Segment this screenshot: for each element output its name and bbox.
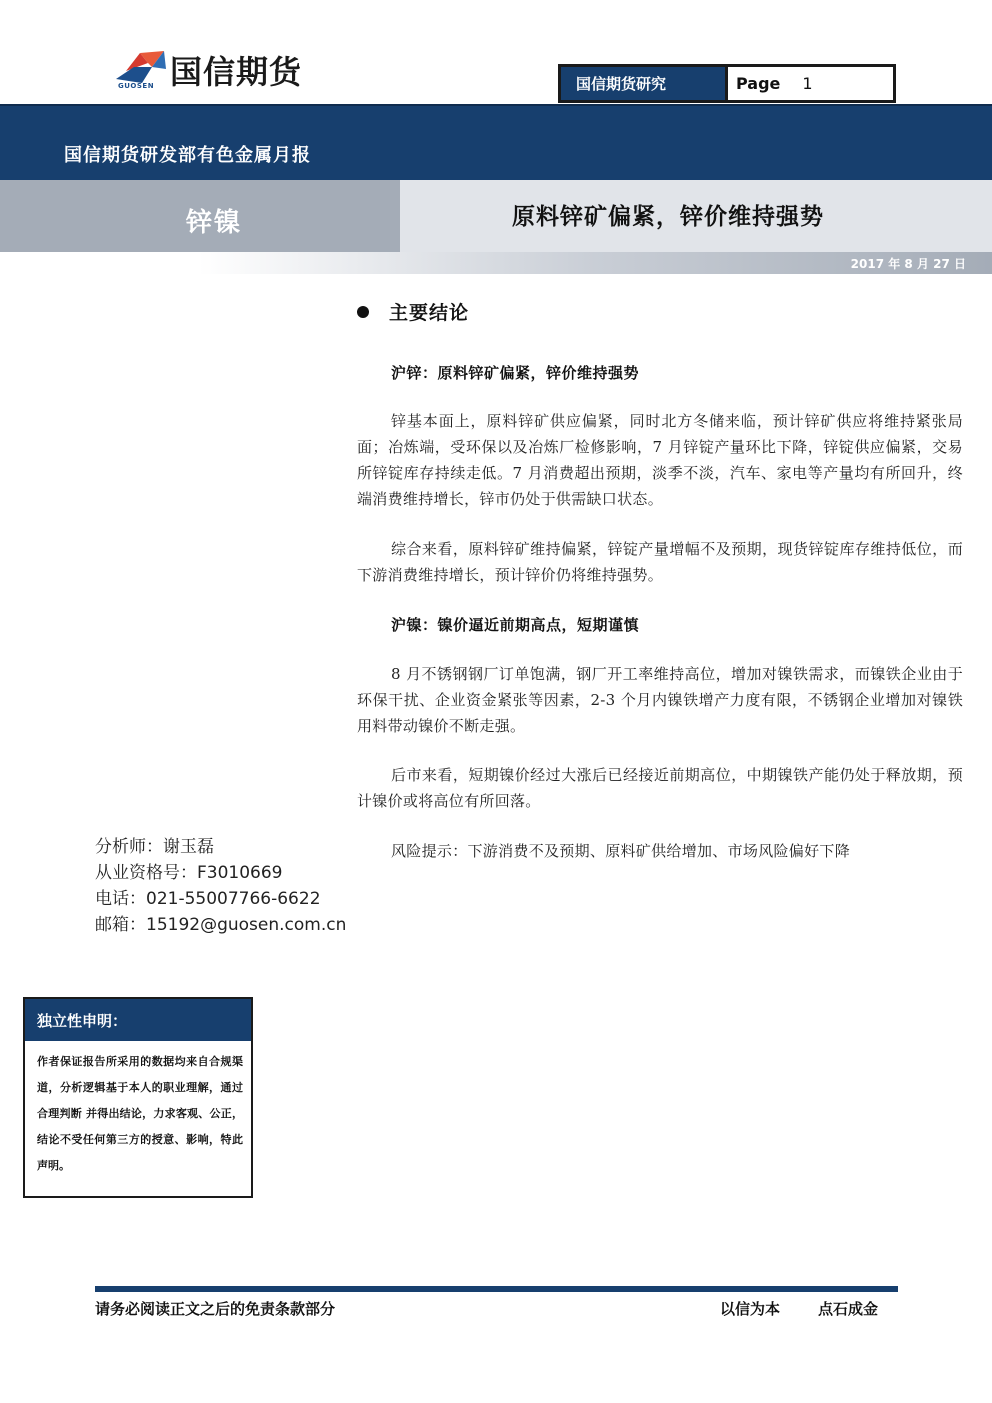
- metal-title: 锌镍: [186, 208, 243, 238]
- risk-wrap: [357, 840, 963, 861]
- date-bar: [0, 252, 992, 274]
- zinc-paragraph-2-wrap: [357, 536, 963, 588]
- nickel-paragraph-2-wrap: [357, 762, 963, 814]
- header-box: [558, 64, 896, 103]
- zinc-subheading: 沪锌：原料锌矿偏紧，锌价维持强势: [391, 364, 640, 382]
- zinc-paragraph-2: 综合来看，原料锌矿维持偏紧，锌锭产量增幅不及预期，现货锌锭库存维持低位，而下游消费维持增长，预计锌价仍将维持强势。: [357, 540, 963, 584]
- page-number: 1: [802, 74, 813, 93]
- headline-panel: [400, 180, 992, 252]
- independence-statement: [23, 997, 253, 1198]
- footer-motto-2: 点石成金: [818, 1300, 879, 1318]
- footer-motto: [720, 1298, 878, 1319]
- risk-warning: 风险提示：下游消费不及预期、原料矿供给增加、市场风险偏好下降: [391, 842, 851, 860]
- logo-subtext: GUOSEN: [118, 82, 155, 90]
- zinc-paragraph-1-wrap: [357, 408, 963, 512]
- logo-text: 国信期货: [170, 53, 303, 91]
- page-label: Page: [736, 74, 781, 93]
- bullet-icon: [357, 306, 369, 318]
- statement-body: 作者保证报告所采用的数据均来自合规渠道，分析逻辑基于本人的职业理解，通过合理判断 并得出结论，力求客观、公正，结论不受任何第三方的授意、影响，特此声明。: [37, 1055, 243, 1172]
- footer-motto-1: 以信为本: [720, 1300, 781, 1318]
- section-heading: [357, 298, 469, 325]
- analyst-name: 分析师：谢玉磊: [95, 837, 214, 857]
- section-title: 主要结论: [389, 302, 470, 324]
- report-type-title: 国信期货研发部有色金属月报: [64, 145, 311, 166]
- research-label: 国信期货研究: [561, 67, 728, 100]
- company-logo: [112, 45, 352, 97]
- analyst-phone: 电话：021-55007766-6622: [95, 889, 321, 909]
- page-indicator: [728, 67, 893, 100]
- nickel-subheading: 沪镍：镍价逼近前期高点，短期谨慎: [391, 616, 640, 634]
- analyst-email: 邮箱：15192@guosen.com.cn: [95, 915, 347, 935]
- zinc-subheading-wrap: [357, 362, 963, 383]
- nickel-paragraph-1-wrap: [357, 661, 963, 739]
- zinc-paragraph-1: 锌基本面上，原料锌矿供应偏紧，同时北方冬储来临，预计锌矿供应将维持紧张局面；冶炼端，受环保以及冶炼厂检修影响，7 月锌锭产量环比下降，锌锭供应偏紧，交易所锌锭库存持续走低。7 月消费超出预期，淡季不淡，汽车、家电等产量均有所回升，终端消费维持增长，锌市仍处于供需缺口状态。: [357, 412, 963, 508]
- report-headline: 原料锌矿偏紧，锌价维持强势: [512, 204, 824, 230]
- report-type-band: [0, 104, 992, 180]
- nickel-subheading-wrap: [357, 614, 963, 635]
- statement-title: 独立性申明：: [25, 999, 251, 1041]
- analyst-license: 从业资格号：F3010669: [95, 863, 283, 883]
- metal-panel: [0, 180, 400, 252]
- nickel-paragraph-2: 后市来看，短期镍价经过大涨后已经接近前期高位，中期镍铁产能仍处于释放期，预计镍价或将高位有所回落。: [357, 766, 963, 810]
- nickel-paragraph-1: 8 月不锈钢钢厂订单饱满，钢厂开工率维持高位，增加对镍铁需求，而镍铁企业由于环保干扰、企业资金紧张等因素，2-3 个月内镍铁增产力度有限，不锈钢企业增加对镍铁用料带动镍价不断走强。: [357, 665, 963, 735]
- analyst-info: [95, 834, 346, 938]
- report-date: 2017 年 8 月 27 日: [850, 257, 966, 271]
- footer-disclaimer: 请务必阅读正文之后的免责条款部分: [95, 1300, 336, 1318]
- footer-divider: [95, 1286, 898, 1292]
